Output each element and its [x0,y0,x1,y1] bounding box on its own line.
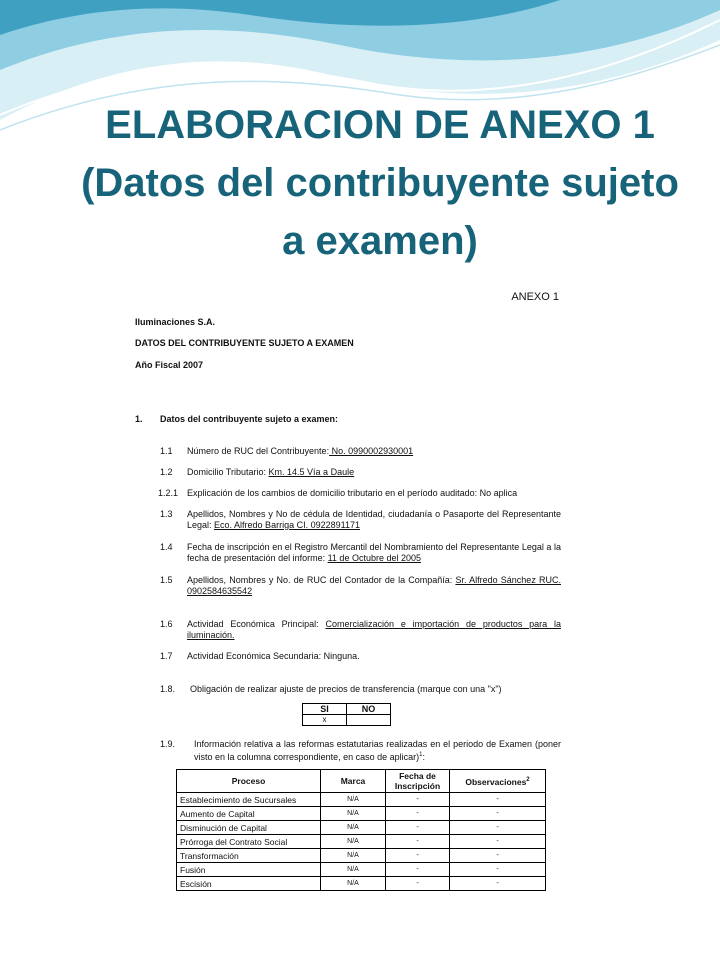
item-label: Número de RUC del Contribuyente: [187,446,330,456]
item-label: Información relativa a las reformas estatutarias realizadas en el periodo de Examen (poner visto en la columna correspondiente, en caso de aplicar) [194,739,561,762]
item-number: 1.6 [160,619,173,629]
item-text [194,739,561,763]
transfer-pricing-table [302,703,391,726]
cell-marca: N/A [321,849,386,863]
cell-no [347,715,391,726]
cell-fecha: - [386,863,450,877]
cell-marca: N/A [321,793,386,807]
header-proceso: Proceso [177,770,321,793]
cell-proceso: Disminución de Capital [177,821,321,835]
header-observaciones [450,770,546,793]
observaciones-label: Observaciones [465,776,527,787]
address-value: Km. 14.5 Vía a Daule [268,467,355,477]
cell-proceso: Establecimiento de Sucursales [177,793,321,807]
item-number: 1.5 [160,575,173,585]
cell-fecha: - [386,821,450,835]
item-text [187,467,557,478]
slide-title [40,96,720,270]
item-number: 1.3 [160,509,173,519]
section-number: 1. [135,414,143,424]
item-label: Apellidos, Nombres y No de cédula de Identidad, ciudadanía o Pasaporte del Representante Legal: [187,509,561,530]
table-row [177,849,546,863]
table-row [177,877,546,891]
cell-observaciones: - [450,821,546,835]
cell-fecha: - [386,849,450,863]
slide-title-line-3: a examen) [282,219,478,263]
cell-fecha: - [386,835,450,849]
item-number: 1.4 [160,542,173,552]
fiscal-year: Año Fiscal 2007 [135,360,204,370]
cell-proceso: Prórroga del Contrato Social [177,835,321,849]
cell-si: x [303,715,347,726]
cell-marca: N/A [321,863,386,877]
slide-title-line-2: (Datos del contribuyente sujeto [81,161,679,205]
cell-fecha: - [386,877,450,891]
annex-label: ANEXO 1 [511,291,559,303]
cell-observaciones: - [450,807,546,821]
header-no: NO [347,704,391,715]
cell-marca: N/A [321,807,386,821]
table-row [303,715,391,726]
cell-observaciones: - [450,793,546,807]
annex-document [132,284,563,894]
legal-rep-value: Eco. Alfredo Barriga CI. 0922891171 [214,520,360,530]
item-text: Actividad Económica Secundaria: Ninguna. [187,651,360,661]
cell-marca: N/A [321,821,386,835]
item-label: Fecha de inscripción en el Registro Mercantil del Nombramiento del Representante Legal a la fecha de presentación del informe: [187,542,561,563]
cell-marca: N/A [321,835,386,849]
cell-marca: N/A [321,877,386,891]
cell-proceso: Fusión [177,863,321,877]
cell-proceso: Aumento de Capital [177,807,321,821]
document-heading: DATOS DEL CONTRIBUYENTE SUJETO A EXAMEN [135,338,354,348]
item-text [187,542,561,564]
slide-title-line-1: ELABORACION DE ANEXO 1 [105,103,655,147]
ruc-value: No. 0990002930001 [329,446,414,456]
header-marca: Marca [321,770,386,793]
item-text: Explicación de los cambios de domicilio tributario en el período auditado: No aplica [187,488,518,498]
company-name: Iluminaciones S.A. [135,317,216,327]
header-si: SI [303,704,347,715]
table-row [177,835,546,849]
item-text: Obligación de realizar ajuste de precios de transferencia (marque con una "x") [190,684,502,694]
item-text [187,509,561,531]
registration-date-value: 11 de Octubre del 2005 [327,553,421,563]
cell-observaciones: - [450,877,546,891]
footnote-marker: 2 [526,777,530,784]
colon: : [422,752,425,762]
cell-fecha: - [386,807,450,821]
section-title: Datos del contribuyente sujeto a examen: [160,414,339,424]
table-row [177,863,546,877]
item-number: 1.2 [160,467,173,477]
item-number: 1.1 [160,446,173,456]
item-number: 1.9. [160,739,176,749]
cell-observaciones: - [450,835,546,849]
item-text [187,575,561,597]
table-row [177,793,546,807]
footnote-marker: 1 [419,752,423,758]
header-fecha: Fecha de Inscripción [386,770,450,793]
cell-fecha: - [386,793,450,807]
item-text [187,619,561,641]
item-number: 1.8. [160,684,176,694]
item-number: 1.7 [160,651,173,661]
accountant-value: Sr. Alfredo Sánchez RUC. 0902584635542 [187,575,561,596]
cell-proceso: Transformación [177,849,321,863]
item-label: Apellidos, Nombres y No. de RUC del Contador de la Compañía: [187,575,456,585]
statutory-reforms-table [176,769,546,891]
table-row [177,821,546,835]
item-label: Domicilio Tributario: [187,467,269,477]
table-row [177,807,546,821]
table-header-row [303,704,391,715]
table-header-row [177,770,546,793]
cell-observaciones: - [450,849,546,863]
cell-observaciones: - [450,863,546,877]
item-text [187,446,557,457]
item-label: Actividad Económica Principal: [187,619,326,629]
cell-proceso: Escisión [177,877,321,891]
item-number: 1.2.1 [158,488,179,498]
main-activity-value: Comercialización e importación de productos para la iluminación. [187,619,561,640]
